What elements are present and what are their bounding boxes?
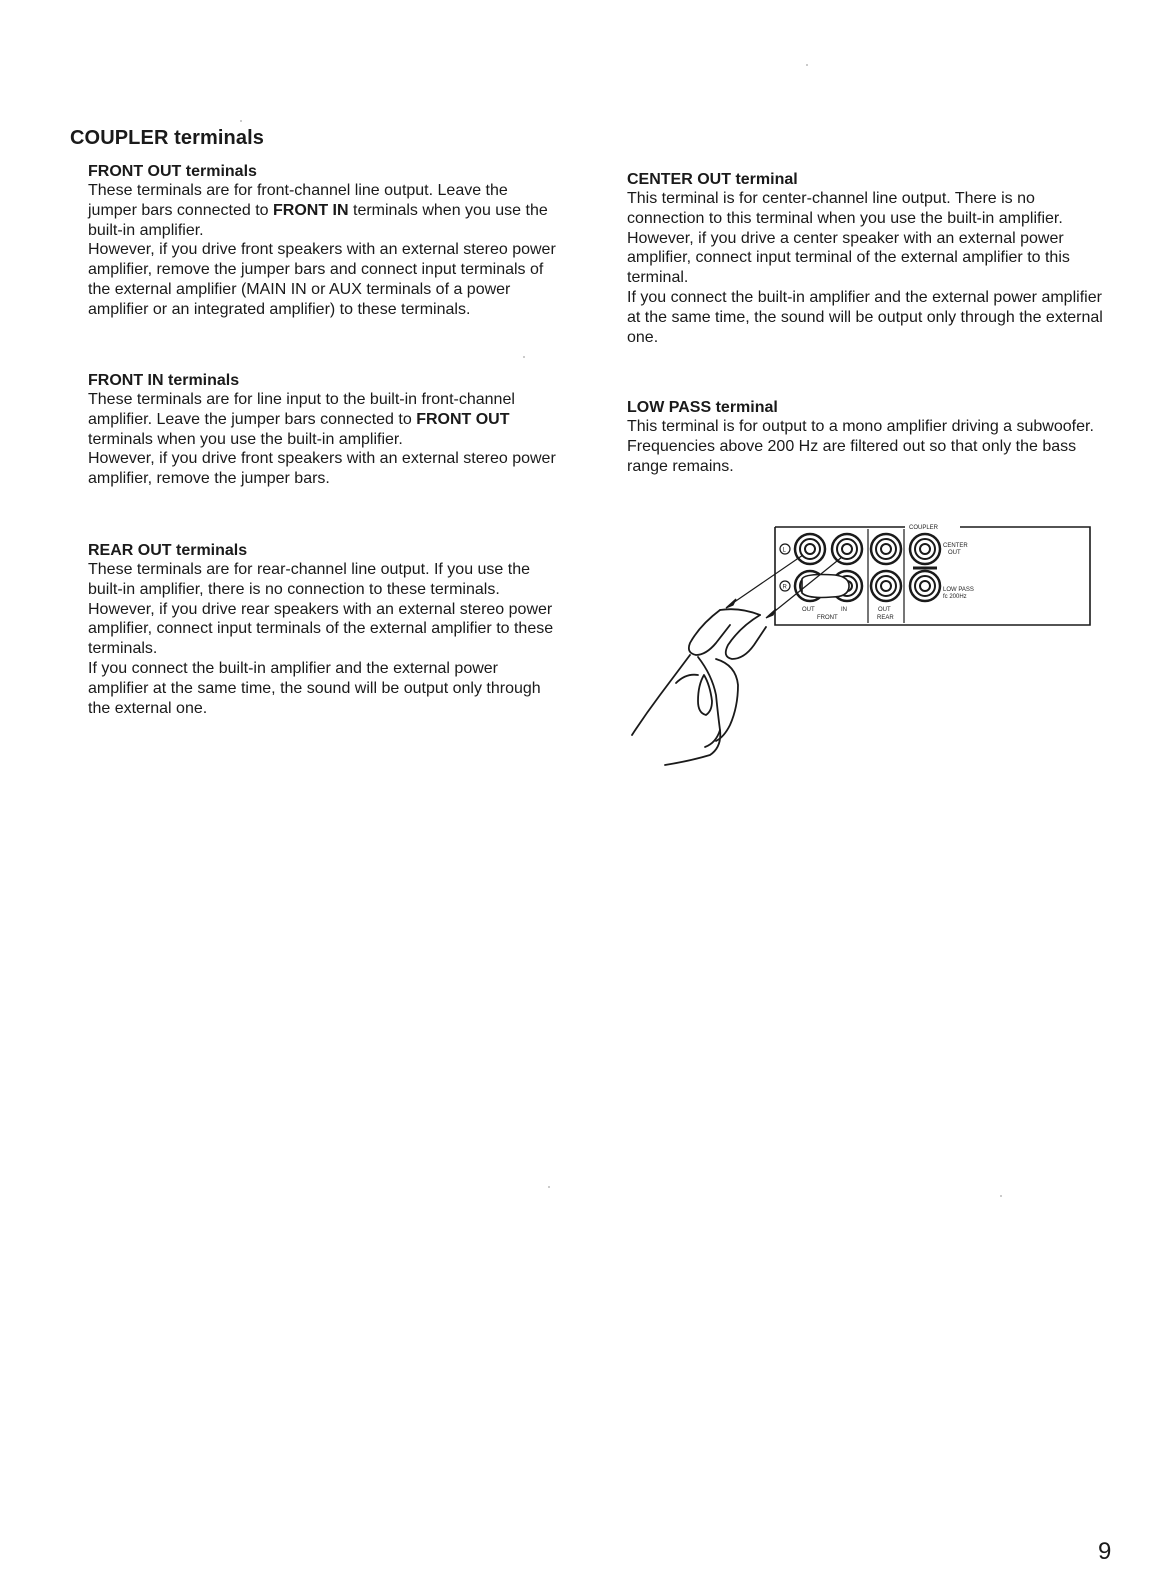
low-pass-title: LOW PASS terminal	[627, 399, 778, 416]
out-label-2: OUT	[878, 607, 891, 613]
center-out-jack	[910, 534, 940, 564]
left-marker: L	[782, 547, 786, 554]
front-out-section	[88, 162, 558, 320]
scan-speck	[548, 1186, 550, 1188]
right-marker: R	[782, 584, 787, 591]
center-out-paragraph-1: This terminal is for center-channel line output. There is no connection to this terminal when you use the built-in amplifier.	[627, 190, 1063, 227]
low-pass-paragraph-1: This terminal is for output to a mono amplifier driving a subwoofer. Frequencies above 200 Hz are filtered out so that only the bass range remains.	[627, 418, 1094, 475]
front-out-paragraph-2: However, if you drive front speakers with an external stereo power amplifier, remove the jumper bars and connect input terminals of the external amplifier (MAIN IN or AUX terminals of a power amplifier or an integrated amplifier) to these terminals.	[88, 241, 556, 318]
center-label-1: CENTER	[943, 543, 968, 549]
rear-out-paragraph-1: These terminals are for rear-channel line output. If you use the built-in amplifier, there is no connection to these terminals.	[88, 561, 531, 598]
front-out-paragraph-1: These terminals are for front-channel line output. Leave the jumper bars connected to FRONT IN terminals when you use the built-in amplifier.	[88, 182, 548, 239]
center-label-2: OUT	[948, 550, 961, 556]
front-out-title: FRONT OUT terminals	[88, 163, 257, 180]
low-pass-section	[627, 398, 1105, 476]
scan-speck	[523, 356, 525, 358]
front-label: FRONT	[817, 615, 838, 621]
in-label: IN	[841, 607, 847, 613]
rear-label: REAR	[877, 615, 894, 621]
rear-out-l-jack	[871, 534, 901, 564]
scan-speck	[806, 64, 808, 66]
front-in-paragraph-2: However, if you drive front speakers with an external stereo power amplifier, remove the jumper bars.	[88, 450, 556, 488]
scan-speck	[1000, 1195, 1002, 1197]
coupler-label: COUPLER	[909, 525, 939, 531]
front-out-l-jack	[795, 534, 825, 564]
front-in-section	[88, 371, 558, 489]
low-pass-jack	[910, 571, 940, 601]
center-out-paragraph-2: However, if you drive a center speaker with an external power amplifier, connect input terminal of the external amplifier to this terminal.	[627, 229, 1070, 287]
center-out-paragraph-3: If you connect the built-in amplifier and the external power amplifier at the same time, the sound will be output only through the external one.	[627, 288, 1103, 346]
front-in-paragraph-1: These terminals are for line input to the built-in front-channel amplifier. Leave the jumper bars connected to FRONT OUT terminals when you use the built-in amplifier.	[88, 391, 515, 448]
coupler-terminals-illustration	[620, 515, 1100, 775]
section-heading: COUPLER terminals	[70, 127, 264, 149]
front-in-l-jack	[832, 534, 862, 564]
center-out-section	[627, 170, 1105, 347]
rear-out-paragraph-3: If you connect the built-in amplifier and the external power amplifier at the same time, the sound will be output only through the external one.	[88, 659, 541, 717]
page-number: 9	[1098, 1538, 1112, 1565]
lowpass-label-1: LOW PASS	[943, 587, 974, 593]
out-label: OUT	[802, 607, 815, 613]
lowpass-label-2: fc 200Hz	[943, 594, 967, 600]
center-out-title: CENTER OUT terminal	[627, 171, 798, 188]
rear-out-paragraph-2: However, if you drive rear speakers with an external stereo power amplifier, connect input terminals of the external amplifier to these terminals.	[88, 600, 554, 658]
coupler-panel-drawing	[620, 515, 1100, 775]
hand-icon	[632, 609, 766, 765]
scan-speck	[240, 120, 242, 122]
jumper-bar-icon	[802, 575, 849, 598]
rear-out-section	[88, 541, 558, 718]
rear-out-r-jack	[871, 571, 901, 601]
front-in-title: FRONT IN terminals	[88, 372, 240, 389]
rear-out-title: REAR OUT terminals	[88, 542, 248, 559]
